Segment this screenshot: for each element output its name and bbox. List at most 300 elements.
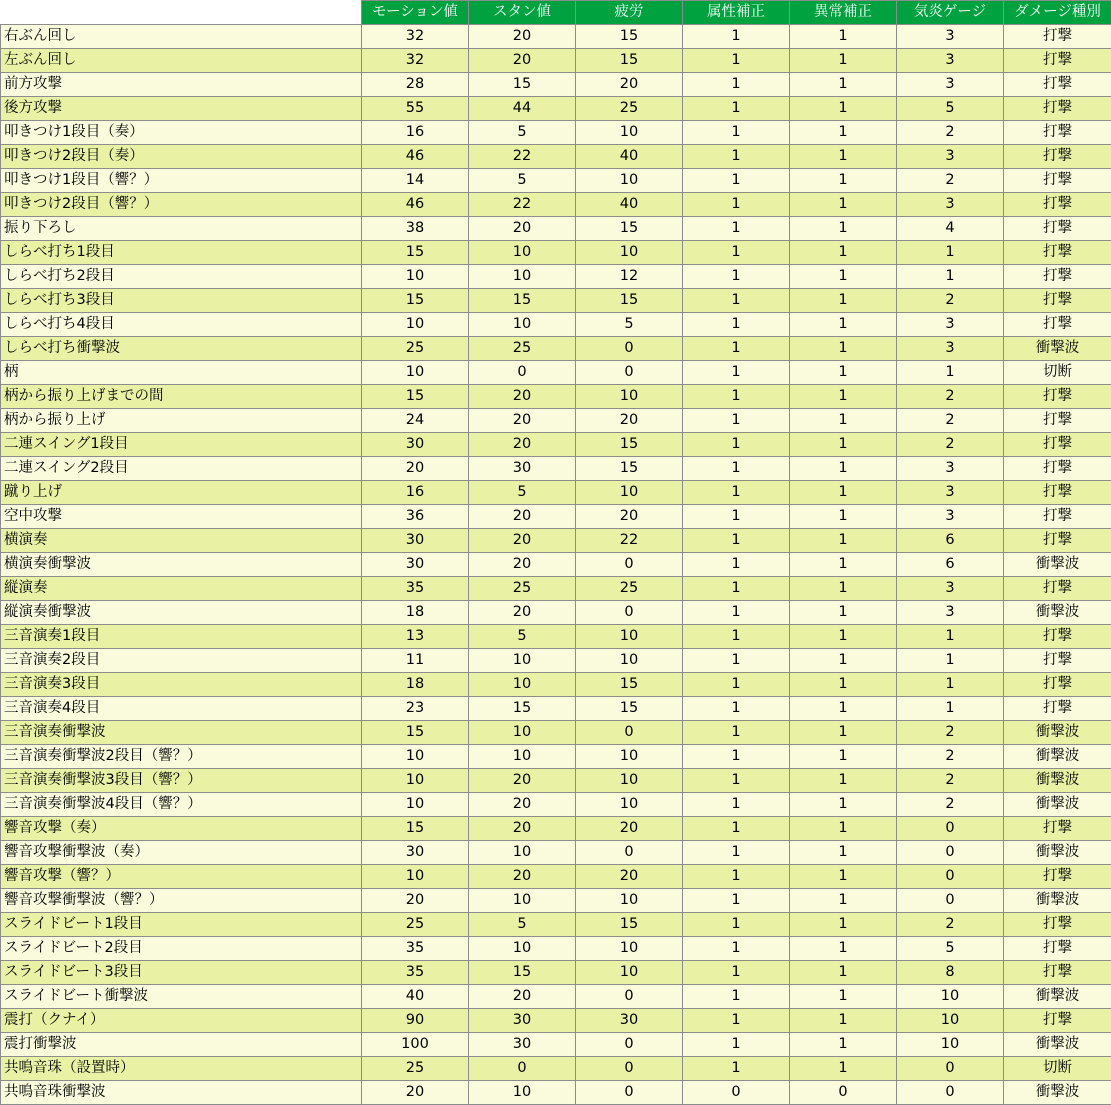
status-modifier-cell: 1 (790, 529, 897, 553)
spirit-gauge-cell: 4 (897, 217, 1004, 241)
table-row (1, 1033, 1111, 1057)
stun-value-cell: 30 (469, 1033, 576, 1057)
stun-value-cell: 20 (469, 217, 576, 241)
exhaust-cell: 15 (576, 913, 683, 937)
damage-type-cell: 衝撃波 (1004, 1081, 1111, 1105)
stun-value-cell: 25 (469, 577, 576, 601)
status-modifier-cell: 1 (790, 409, 897, 433)
spirit-gauge-cell: 10 (897, 1009, 1004, 1033)
damage-type-cell: 打撃 (1004, 289, 1111, 313)
exhaust-cell: 10 (576, 961, 683, 985)
element-modifier-cell: 1 (683, 793, 790, 817)
spirit-gauge-cell: 2 (897, 913, 1004, 937)
spirit-gauge-cell: 2 (897, 409, 1004, 433)
motion-value-cell: 16 (362, 121, 469, 145)
element-modifier-cell: 1 (683, 457, 790, 481)
exhaust-cell: 10 (576, 481, 683, 505)
table-row (1, 457, 1111, 481)
damage-type-cell: 打撃 (1004, 433, 1111, 457)
spirit-gauge-cell: 2 (897, 121, 1004, 145)
spirit-gauge-cell: 0 (897, 1057, 1004, 1081)
move-name-cell: 二連スイング2段目 (1, 457, 362, 481)
stun-value-cell: 0 (469, 1057, 576, 1081)
motion-value-cell: 10 (362, 865, 469, 889)
exhaust-cell: 10 (576, 121, 683, 145)
stun-value-cell: 15 (469, 73, 576, 97)
exhaust-cell: 10 (576, 385, 683, 409)
element-modifier-cell: 1 (683, 961, 790, 985)
status-modifier-cell: 1 (790, 937, 897, 961)
table-row (1, 577, 1111, 601)
damage-type-cell: 打撃 (1004, 505, 1111, 529)
motion-value-cell: 10 (362, 769, 469, 793)
table-row (1, 841, 1111, 865)
status-modifier-cell: 1 (790, 961, 897, 985)
element-modifier-cell: 1 (683, 625, 790, 649)
damage-type-cell: 打撃 (1004, 25, 1111, 49)
status-modifier-cell: 1 (790, 553, 897, 577)
element-modifier-cell: 1 (683, 601, 790, 625)
table-row (1, 769, 1111, 793)
damage-type-cell: 打撃 (1004, 649, 1111, 673)
damage-type-cell: 打撃 (1004, 577, 1111, 601)
table-row (1, 817, 1111, 841)
stun-value-cell: 22 (469, 193, 576, 217)
move-name-cell: スライドビート1段目 (1, 913, 362, 937)
spirit-gauge-cell: 2 (897, 433, 1004, 457)
damage-type-cell: 打撃 (1004, 241, 1111, 265)
motion-value-cell: 15 (362, 721, 469, 745)
spirit-gauge-cell: 3 (897, 313, 1004, 337)
stun-value-cell: 15 (469, 961, 576, 985)
stun-value-cell: 10 (469, 241, 576, 265)
spirit-gauge-cell: 0 (897, 1081, 1004, 1105)
move-name-cell: 横演奏 (1, 529, 362, 553)
damage-type-cell: 衝撃波 (1004, 721, 1111, 745)
stun-value-cell: 15 (469, 697, 576, 721)
exhaust-cell: 5 (576, 313, 683, 337)
motion-value-cell: 55 (362, 97, 469, 121)
move-name-cell: 響音攻撃（奏） (1, 817, 362, 841)
status-modifier-cell: 1 (790, 457, 897, 481)
status-modifier-cell: 1 (790, 745, 897, 769)
status-modifier-cell: 1 (790, 577, 897, 601)
exhaust-cell: 25 (576, 577, 683, 601)
move-name-cell: スライドビート2段目 (1, 937, 362, 961)
exhaust-cell: 0 (576, 1081, 683, 1105)
element-modifier-cell: 1 (683, 649, 790, 673)
status-modifier-cell: 1 (790, 505, 897, 529)
spirit-gauge-cell: 6 (897, 553, 1004, 577)
damage-type-cell: 打撃 (1004, 457, 1111, 481)
element-modifier-cell: 1 (683, 385, 790, 409)
status-modifier-cell: 1 (790, 1057, 897, 1081)
element-modifier-cell: 1 (683, 1033, 790, 1057)
spirit-gauge-cell: 1 (897, 625, 1004, 649)
motion-value-cell: 46 (362, 145, 469, 169)
stun-value-cell: 20 (469, 529, 576, 553)
move-name-cell: 三音演奏4段目 (1, 697, 362, 721)
stun-value-cell: 20 (469, 25, 576, 49)
table-row (1, 409, 1111, 433)
damage-type-cell: 衝撃波 (1004, 601, 1111, 625)
element-modifier-cell: 1 (683, 337, 790, 361)
spirit-gauge-cell: 2 (897, 721, 1004, 745)
exhaust-cell: 0 (576, 721, 683, 745)
table-row (1, 337, 1111, 361)
table-row (1, 505, 1111, 529)
exhaust-cell: 12 (576, 265, 683, 289)
element-modifier-cell: 1 (683, 577, 790, 601)
element-modifier-cell: 1 (683, 985, 790, 1009)
table-row (1, 1081, 1111, 1105)
damage-type-cell: 打撃 (1004, 169, 1111, 193)
motion-value-cell: 25 (362, 1057, 469, 1081)
motion-value-cell: 24 (362, 409, 469, 433)
stun-value-cell: 20 (469, 865, 576, 889)
stun-value-cell: 5 (469, 121, 576, 145)
status-modifier-cell: 1 (790, 25, 897, 49)
move-name-cell: 柄から振り上げまでの間 (1, 385, 362, 409)
element-modifier-cell: 1 (683, 937, 790, 961)
move-name-cell: 三音演奏1段目 (1, 625, 362, 649)
damage-type-cell: 衝撃波 (1004, 553, 1111, 577)
move-name-cell: 横演奏衝撃波 (1, 553, 362, 577)
motion-value-cell: 30 (362, 529, 469, 553)
motion-value-cell: 100 (362, 1033, 469, 1057)
element-modifier-cell: 1 (683, 841, 790, 865)
stun-value-cell: 20 (469, 601, 576, 625)
motion-value-cell: 16 (362, 481, 469, 505)
motion-value-cell: 46 (362, 193, 469, 217)
exhaust-cell: 10 (576, 625, 683, 649)
element-modifier-cell: 1 (683, 673, 790, 697)
move-name-cell: 前方攻撃 (1, 73, 362, 97)
spirit-gauge-cell: 5 (897, 97, 1004, 121)
table-row (1, 937, 1111, 961)
status-modifier-cell: 1 (790, 721, 897, 745)
element-modifier-cell: 1 (683, 97, 790, 121)
status-modifier-cell: 1 (790, 241, 897, 265)
element-modifier-cell: 1 (683, 889, 790, 913)
status-modifier-cell: 1 (790, 49, 897, 73)
motion-value-cell: 90 (362, 1009, 469, 1033)
move-name-cell: 後方攻撃 (1, 97, 362, 121)
move-name-cell: しらべ打ち4段目 (1, 313, 362, 337)
element-modifier-cell: 1 (683, 193, 790, 217)
table-row (1, 985, 1111, 1009)
stun-value-cell: 10 (469, 313, 576, 337)
damage-type-cell: 打撃 (1004, 409, 1111, 433)
move-name-cell: 柄から振り上げ (1, 409, 362, 433)
table-row (1, 217, 1111, 241)
status-modifier-cell: 1 (790, 865, 897, 889)
stun-value-cell: 0 (469, 361, 576, 385)
move-name-cell: しらべ打ち衝撃波 (1, 337, 362, 361)
spirit-gauge-cell: 3 (897, 49, 1004, 73)
status-modifier-cell: 1 (790, 769, 897, 793)
stun-value-cell: 10 (469, 721, 576, 745)
element-modifier-cell: 1 (683, 25, 790, 49)
element-modifier-cell: 1 (683, 121, 790, 145)
spirit-gauge-cell: 2 (897, 745, 1004, 769)
table-row (1, 625, 1111, 649)
damage-type-cell: 衝撃波 (1004, 841, 1111, 865)
element-modifier-cell: 1 (683, 361, 790, 385)
motion-value-cell: 11 (362, 649, 469, 673)
damage-type-cell: 打撃 (1004, 673, 1111, 697)
stun-value-cell: 20 (469, 769, 576, 793)
move-name-cell: 三音演奏3段目 (1, 673, 362, 697)
table-row (1, 961, 1111, 985)
element-modifier-cell: 1 (683, 745, 790, 769)
table-row (1, 241, 1111, 265)
motion-value-cell: 18 (362, 673, 469, 697)
spirit-gauge-cell: 3 (897, 481, 1004, 505)
table-row (1, 265, 1111, 289)
exhaust-cell: 0 (576, 1057, 683, 1081)
move-name-cell: 震打衝撃波 (1, 1033, 362, 1057)
damage-type-cell: 打撃 (1004, 481, 1111, 505)
move-name-cell: 三音演奏2段目 (1, 649, 362, 673)
status-modifier-cell: 1 (790, 97, 897, 121)
table-row (1, 169, 1111, 193)
spirit-gauge-cell: 1 (897, 361, 1004, 385)
element-modifier-cell: 1 (683, 1009, 790, 1033)
stun-value-cell: 10 (469, 265, 576, 289)
move-name-cell: スライドビート3段目 (1, 961, 362, 985)
stun-value-cell: 10 (469, 1081, 576, 1105)
exhaust-cell: 10 (576, 745, 683, 769)
spirit-gauge-cell: 3 (897, 193, 1004, 217)
stun-value-cell: 20 (469, 793, 576, 817)
move-name-cell: 叩きつけ2段目（奏） (1, 145, 362, 169)
status-modifier-cell: 1 (790, 433, 897, 457)
damage-type-cell: 打撃 (1004, 937, 1111, 961)
header-corner-cell (1, 1, 362, 25)
motion-value-cell: 38 (362, 217, 469, 241)
element-modifier-cell: 1 (683, 769, 790, 793)
spirit-gauge-cell: 1 (897, 265, 1004, 289)
move-name-cell: しらべ打ち1段目 (1, 241, 362, 265)
motion-value-cell: 20 (362, 889, 469, 913)
element-modifier-cell: 1 (683, 217, 790, 241)
stun-value-cell: 15 (469, 289, 576, 313)
element-modifier-cell: 1 (683, 721, 790, 745)
spirit-gauge-cell: 3 (897, 25, 1004, 49)
damage-type-cell: 衝撃波 (1004, 985, 1111, 1009)
exhaust-cell: 22 (576, 529, 683, 553)
table-row (1, 361, 1111, 385)
damage-type-cell: 打撃 (1004, 193, 1111, 217)
motion-value-cell: 18 (362, 601, 469, 625)
exhaust-cell: 15 (576, 289, 683, 313)
table-body (1, 25, 1111, 1105)
motion-value-cell: 14 (362, 169, 469, 193)
exhaust-cell: 0 (576, 553, 683, 577)
exhaust-cell: 0 (576, 361, 683, 385)
table-row (1, 193, 1111, 217)
status-modifier-cell: 1 (790, 169, 897, 193)
table-row (1, 481, 1111, 505)
spirit-gauge-cell: 2 (897, 769, 1004, 793)
damage-type-cell: 衝撃波 (1004, 769, 1111, 793)
damage-type-cell: 打撃 (1004, 217, 1111, 241)
element-modifier-cell: 1 (683, 433, 790, 457)
element-modifier-cell: 1 (683, 481, 790, 505)
table-row (1, 73, 1111, 97)
exhaust-cell: 40 (576, 145, 683, 169)
status-modifier-cell: 1 (790, 913, 897, 937)
spirit-gauge-cell: 10 (897, 985, 1004, 1009)
damage-type-cell: 打撃 (1004, 385, 1111, 409)
exhaust-cell: 0 (576, 337, 683, 361)
damage-type-cell: 打撃 (1004, 697, 1111, 721)
exhaust-cell: 15 (576, 49, 683, 73)
element-modifier-cell: 1 (683, 145, 790, 169)
stun-value-cell: 25 (469, 337, 576, 361)
table-row (1, 1057, 1111, 1081)
table-row (1, 1009, 1111, 1033)
exhaust-cell: 10 (576, 937, 683, 961)
damage-type-cell: 衝撃波 (1004, 337, 1111, 361)
exhaust-cell: 15 (576, 697, 683, 721)
move-name-cell: 叩きつけ1段目（響？） (1, 169, 362, 193)
spirit-gauge-cell: 1 (897, 241, 1004, 265)
table-row (1, 313, 1111, 337)
stun-value-cell: 5 (469, 169, 576, 193)
spirit-gauge-cell: 2 (897, 793, 1004, 817)
table-row (1, 721, 1111, 745)
damage-type-cell: 打撃 (1004, 961, 1111, 985)
element-modifier-cell: 1 (683, 817, 790, 841)
move-name-cell: 柄 (1, 361, 362, 385)
motion-value-cell: 23 (362, 697, 469, 721)
move-name-cell: 響音攻撃衝撃波（奏） (1, 841, 362, 865)
status-modifier-cell: 1 (790, 1033, 897, 1057)
exhaust-cell: 20 (576, 817, 683, 841)
table-row (1, 601, 1111, 625)
motion-value-cell: 35 (362, 577, 469, 601)
damage-type-cell: 打撃 (1004, 97, 1111, 121)
spirit-gauge-cell: 3 (897, 73, 1004, 97)
stun-value-cell: 5 (469, 481, 576, 505)
table-row (1, 433, 1111, 457)
spirit-gauge-cell: 8 (897, 961, 1004, 985)
move-name-cell: 震打（クナイ） (1, 1009, 362, 1033)
damage-type-cell: 衝撃波 (1004, 1033, 1111, 1057)
exhaust-cell: 40 (576, 193, 683, 217)
motion-value-cell: 36 (362, 505, 469, 529)
spirit-gauge-cell: 10 (897, 1033, 1004, 1057)
move-name-cell: 叩きつけ1段目（奏） (1, 121, 362, 145)
element-modifier-cell: 1 (683, 313, 790, 337)
exhaust-cell: 30 (576, 1009, 683, 1033)
header-stun-value: スタン値 (469, 1, 576, 25)
element-modifier-cell: 1 (683, 169, 790, 193)
motion-value-cell: 25 (362, 337, 469, 361)
damage-type-cell: 打撃 (1004, 529, 1111, 553)
move-name-cell: 右ぶん回し (1, 25, 362, 49)
status-modifier-cell: 1 (790, 1009, 897, 1033)
stun-value-cell: 20 (469, 553, 576, 577)
status-modifier-cell: 1 (790, 817, 897, 841)
motion-value-cell: 15 (362, 385, 469, 409)
table-row (1, 793, 1111, 817)
element-modifier-cell: 1 (683, 289, 790, 313)
stun-value-cell: 20 (469, 817, 576, 841)
move-name-cell: しらべ打ち3段目 (1, 289, 362, 313)
spirit-gauge-cell: 1 (897, 649, 1004, 673)
stun-value-cell: 10 (469, 841, 576, 865)
damage-type-cell: 切断 (1004, 1057, 1111, 1081)
damage-type-cell: 打撃 (1004, 121, 1111, 145)
motion-value-cell: 10 (362, 745, 469, 769)
damage-type-cell: 衝撃波 (1004, 793, 1111, 817)
spirit-gauge-cell: 2 (897, 169, 1004, 193)
exhaust-cell: 25 (576, 97, 683, 121)
stun-value-cell: 10 (469, 937, 576, 961)
stun-value-cell: 20 (469, 409, 576, 433)
motion-value-cell: 25 (362, 913, 469, 937)
element-modifier-cell: 0 (683, 1081, 790, 1105)
spirit-gauge-cell: 3 (897, 145, 1004, 169)
damage-type-cell: 打撃 (1004, 817, 1111, 841)
table-row (1, 49, 1111, 73)
motion-value-cell: 30 (362, 841, 469, 865)
stun-value-cell: 10 (469, 889, 576, 913)
stun-value-cell: 30 (469, 1009, 576, 1033)
motion-value-cell: 20 (362, 1081, 469, 1105)
element-modifier-cell: 1 (683, 913, 790, 937)
move-name-cell: 縦演奏衝撃波 (1, 601, 362, 625)
stun-value-cell: 20 (469, 49, 576, 73)
exhaust-cell: 10 (576, 889, 683, 913)
move-name-cell: しらべ打ち2段目 (1, 265, 362, 289)
stun-value-cell: 10 (469, 745, 576, 769)
motion-value-cell: 10 (362, 793, 469, 817)
exhaust-cell: 10 (576, 793, 683, 817)
table-row (1, 289, 1111, 313)
spirit-gauge-cell: 3 (897, 505, 1004, 529)
table-row (1, 25, 1111, 49)
exhaust-cell: 15 (576, 217, 683, 241)
table-row (1, 649, 1111, 673)
stun-value-cell: 5 (469, 625, 576, 649)
exhaust-cell: 0 (576, 601, 683, 625)
spirit-gauge-cell: 3 (897, 601, 1004, 625)
motion-value-cell: 40 (362, 985, 469, 1009)
spirit-gauge-cell: 3 (897, 337, 1004, 361)
motion-value-cell: 10 (362, 361, 469, 385)
status-modifier-cell: 1 (790, 697, 897, 721)
spirit-gauge-cell: 2 (897, 385, 1004, 409)
motion-value-cell: 10 (362, 265, 469, 289)
damage-type-cell: 打撃 (1004, 913, 1111, 937)
stun-value-cell: 20 (469, 985, 576, 1009)
damage-type-cell: 切断 (1004, 361, 1111, 385)
move-name-cell: 響音攻撃（響？） (1, 865, 362, 889)
status-modifier-cell: 1 (790, 841, 897, 865)
header-exhaust: 疲労 (576, 1, 683, 25)
move-name-cell: 三音演奏衝撃波2段目（響？） (1, 745, 362, 769)
motion-value-cell: 15 (362, 289, 469, 313)
exhaust-cell: 20 (576, 409, 683, 433)
damage-type-cell: 打撃 (1004, 625, 1111, 649)
status-modifier-cell: 1 (790, 481, 897, 505)
damage-type-cell: 打撃 (1004, 265, 1111, 289)
table-row (1, 121, 1111, 145)
